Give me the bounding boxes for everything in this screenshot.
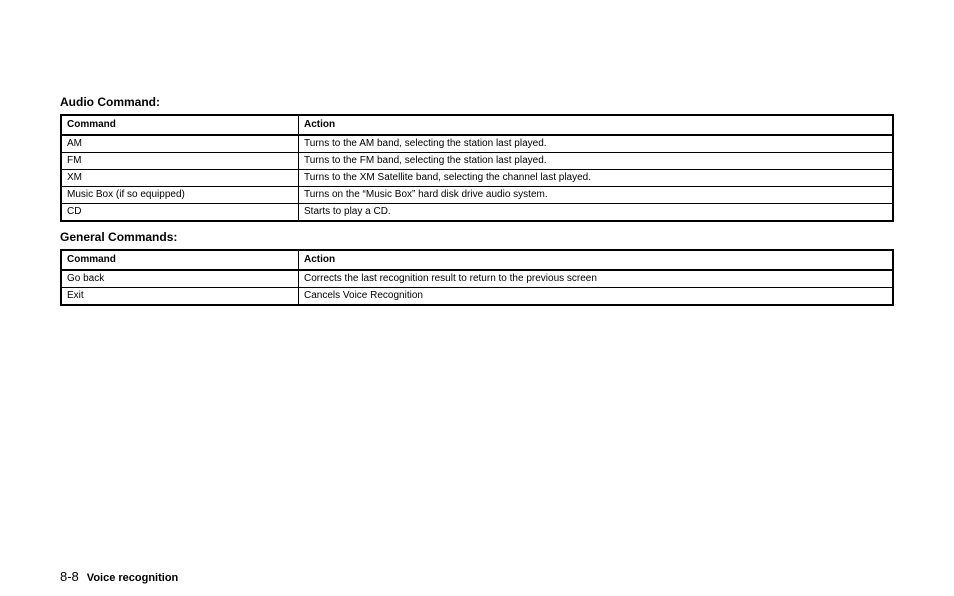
table-row: [61, 153, 893, 170]
table-row: [61, 187, 893, 204]
command-cell: AM: [61, 135, 299, 153]
command-cell: XM: [61, 170, 299, 187]
page-footer: [60, 569, 178, 584]
audio-command-title: Audio Command:: [60, 95, 160, 109]
action-cell: Turns to the AM band, selecting the station last played.: [299, 135, 894, 153]
action-cell: Cancels Voice Recognition: [299, 288, 894, 306]
audio-command-table: [60, 114, 894, 222]
command-cell: Exit: [61, 288, 299, 306]
table-row: [61, 288, 893, 306]
command-cell: Music Box (if so equipped): [61, 187, 299, 204]
table-row: [61, 204, 893, 222]
command-cell: CD: [61, 204, 299, 222]
column-header-action: Action: [299, 250, 894, 270]
table-header-row: [61, 250, 893, 270]
table-row: [61, 135, 893, 153]
general-commands-title: General Commands:: [60, 230, 178, 244]
page-number: 8-8: [60, 569, 79, 584]
command-cell: FM: [61, 153, 299, 170]
column-header-command: Command: [61, 115, 299, 135]
table-row: [61, 270, 893, 288]
table-row: [61, 170, 893, 187]
column-header-command: Command: [61, 250, 299, 270]
command-cell: Go back: [61, 270, 299, 288]
general-commands-table: [60, 249, 894, 306]
section-name: Voice recognition: [86, 572, 179, 584]
action-cell: Turns to the FM band, selecting the station last played.: [299, 153, 894, 170]
action-cell: Turns to the XM Satellite band, selecting the channel last played.: [299, 170, 894, 187]
table-header-row: [61, 115, 893, 135]
action-cell: Corrects the last recognition result to return to the previous screen: [299, 270, 894, 288]
column-header-action: Action: [299, 115, 894, 135]
action-cell: Starts to play a CD.: [299, 204, 894, 222]
action-cell: Turns on the “Music Box” hard disk drive audio system.: [299, 187, 894, 204]
